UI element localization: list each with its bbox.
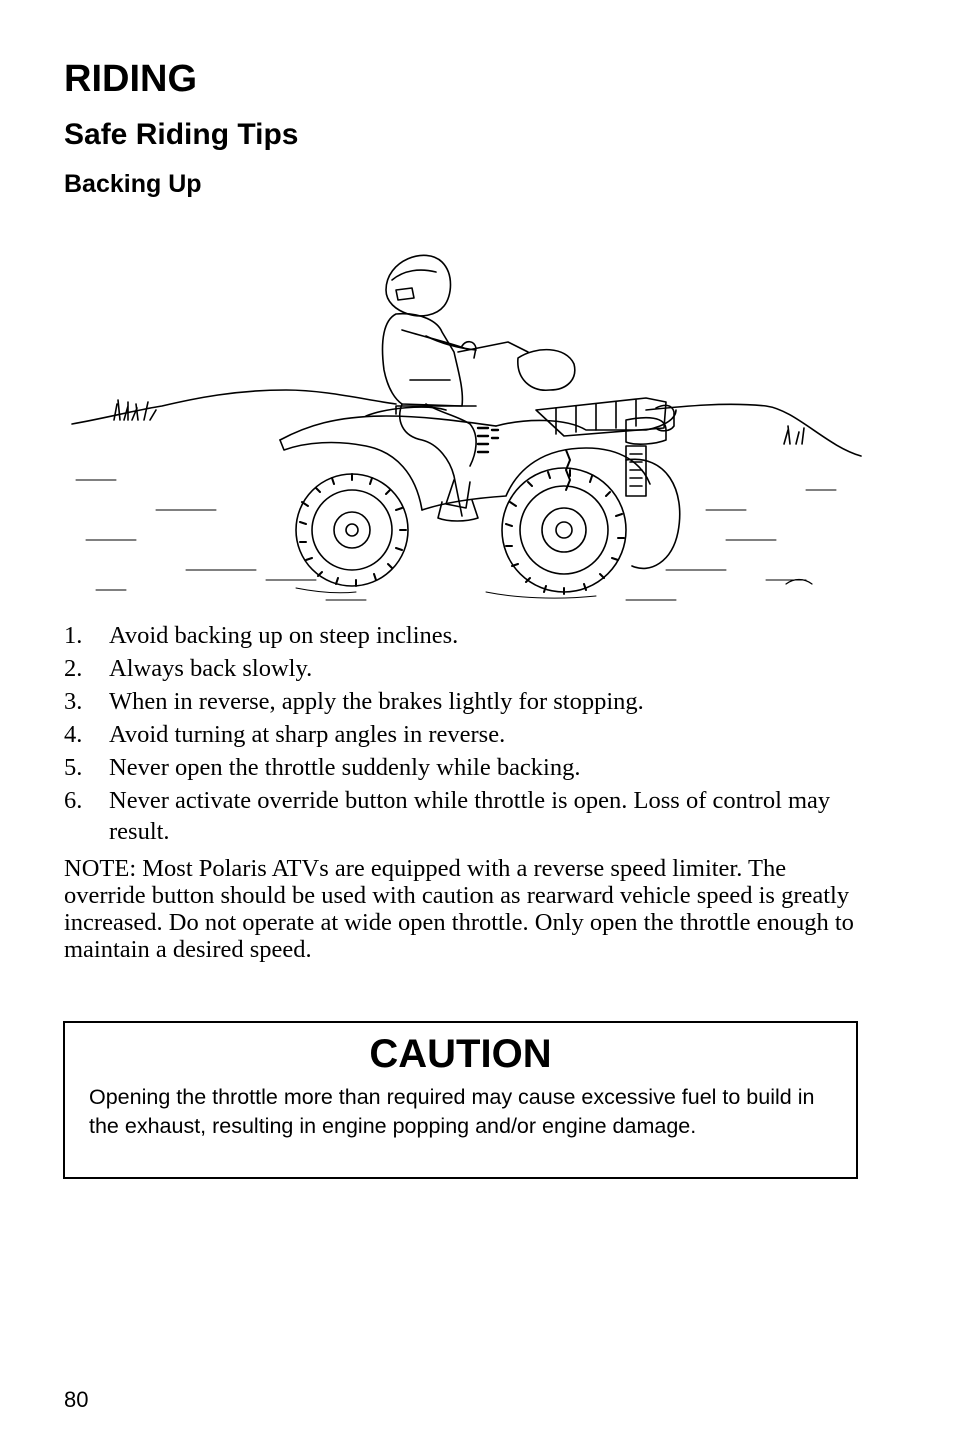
step-text: When in reverse, apply the brakes lightly for stopping. [109,688,644,715]
step-text: Avoid backing up on steep inclines. [109,622,459,649]
atv-rider-illustration [66,240,866,616]
caution-text: Opening the throttle more than required may cause excessive fuel to build in the exhaust, resulting in engine popping and/or engine damage. [89,1085,815,1138]
step-number: 6. [64,787,83,814]
step-number: 1. [64,622,83,649]
step-number: 5. [64,754,83,781]
step-text: Avoid turning at sharp angles in reverse. [109,721,506,748]
step-number: 3. [64,688,83,715]
subsection-title: Safe Riding Tips [64,118,299,151]
note-paragraph: NOTE: Most Polaris ATVs are equipped with a reverse speed limiter. The override button should be used with caution as rearward vehicle speed is greatly increased. Do not operate at wide open throttle. Only open the throttle enough to maintain a desired speed. [64,855,854,963]
list-item [64,752,864,783]
step-text: Never open the throttle suddenly while backing. [109,754,581,781]
backing-up-steps [64,620,864,849]
step-number: 4. [64,721,83,748]
list-item [64,620,864,651]
caution-title: CAUTION [369,1032,552,1076]
list-item [64,686,864,717]
caution-box [63,1021,858,1179]
step-number: 2. [64,655,83,682]
list-item [64,719,864,750]
page-number: 80 [64,1387,89,1412]
section-title: RIDING [64,58,197,100]
list-item [64,785,864,847]
list-item [64,653,864,684]
step-text: Never activate override button while throttle is open. Loss of control may result. [109,787,831,845]
step-text: Always back slowly. [109,655,313,682]
topic-title: Backing Up [64,170,202,198]
